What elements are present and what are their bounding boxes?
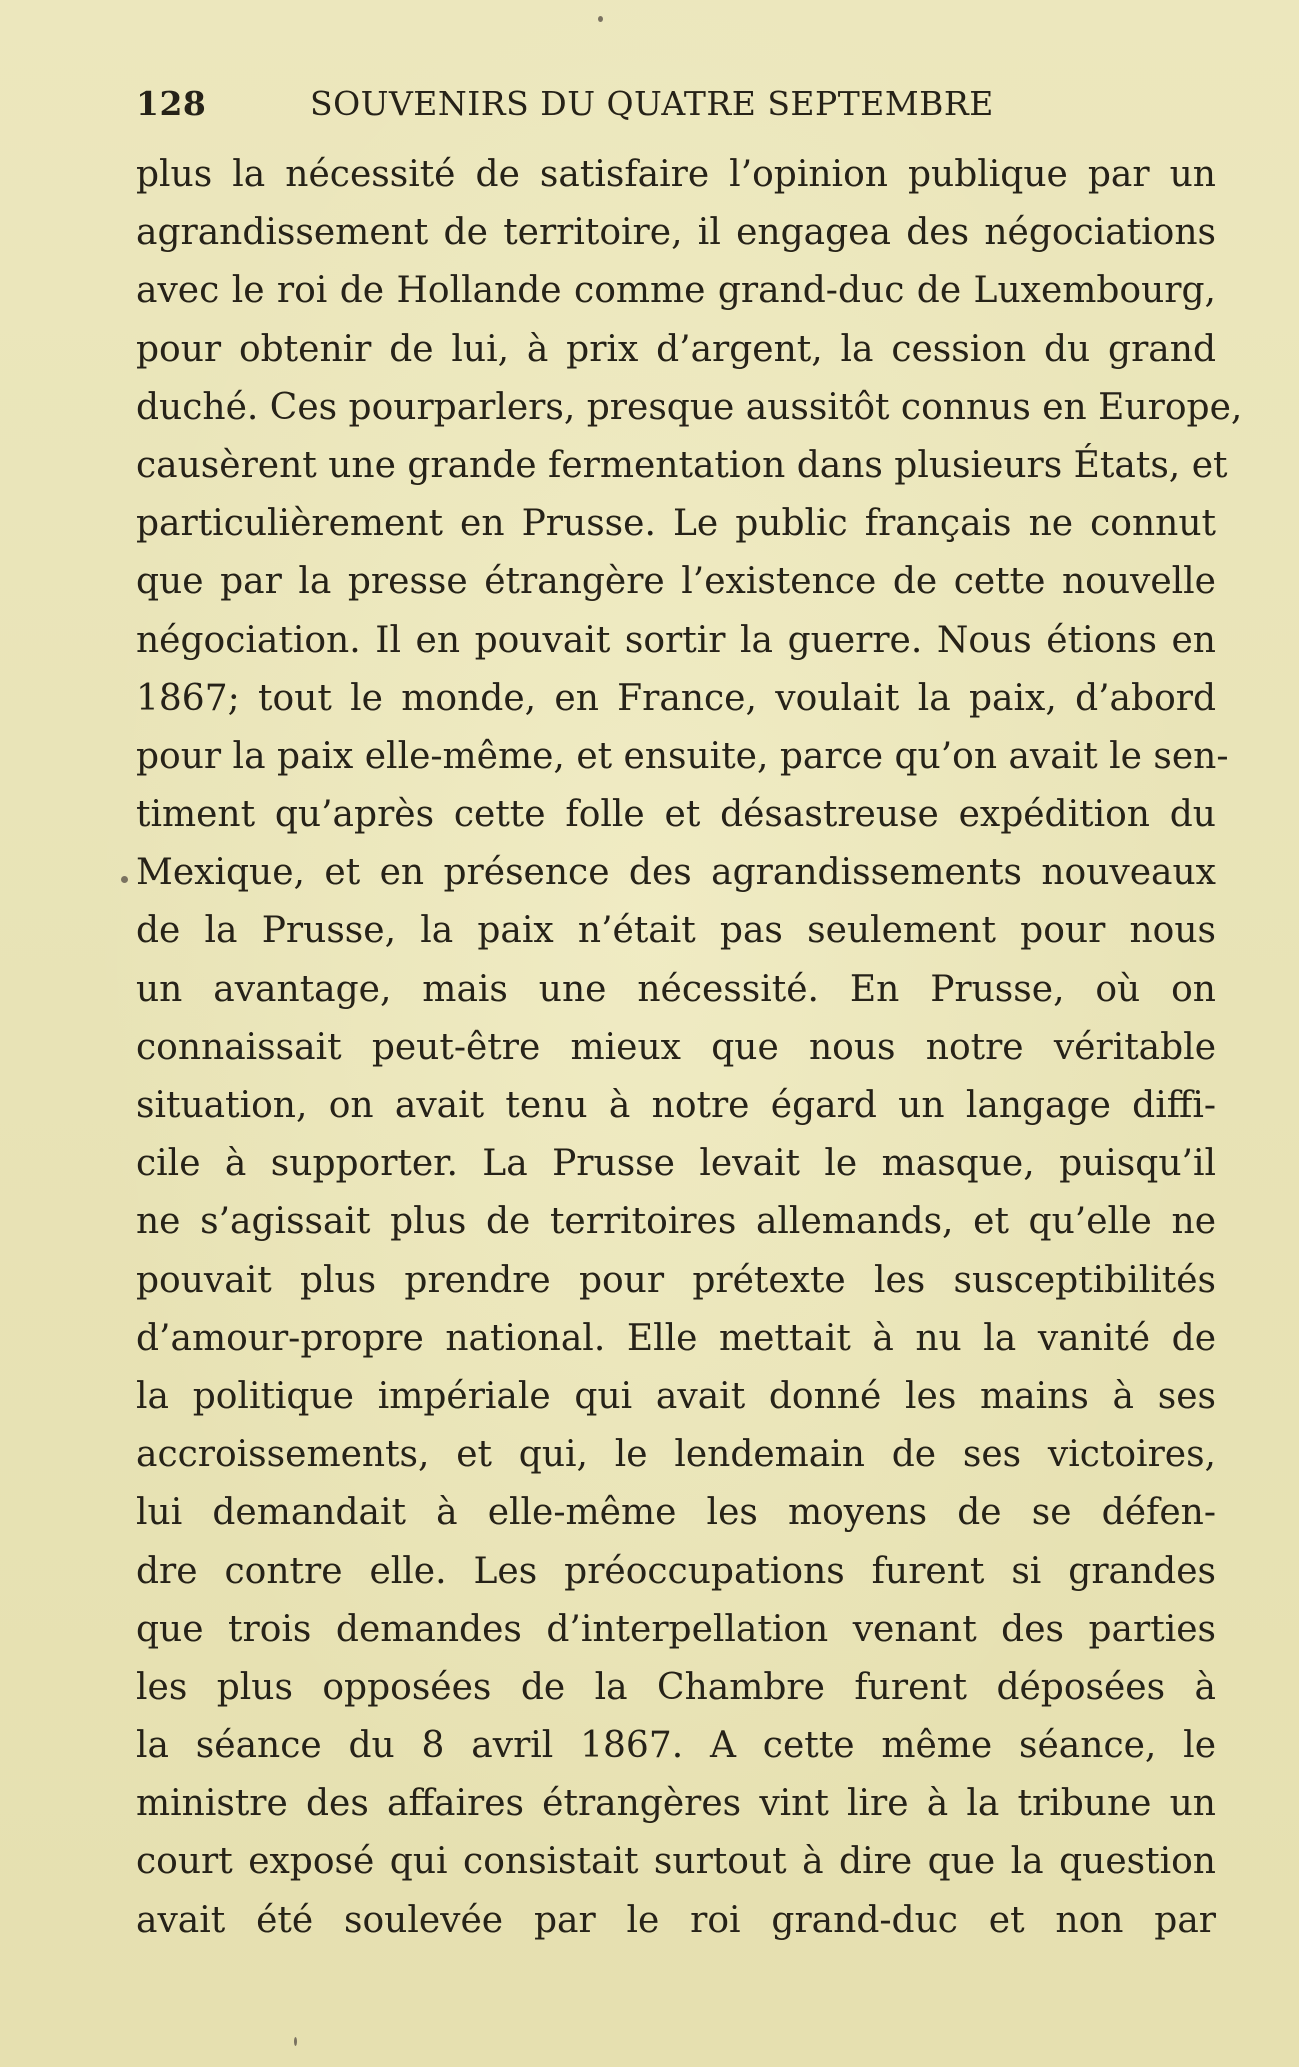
text-line: pouvait plus prendre pour prétexte les susceptibilités [136,1259,1216,1301]
text-line: la séance du 8 avril 1867. A cette même séance, le [136,1725,1216,1767]
paper-speck [121,876,128,883]
page-header [136,84,1036,128]
text-line: d’amour-propre national. Elle mettait à nu la vanité de [136,1317,1216,1359]
text-line: de la Prusse, la paix n’était pas seulement pour nous [136,910,1216,952]
text-line: situation, on avait tenu à notre égard un langage diffi- [136,1085,1216,1126]
text-line: la politique impériale qui avait donné les mains à ses [136,1375,1216,1417]
text-line: court exposé qui consistait surtout à dire que la question [136,1841,1216,1883]
paper-speck [598,16,603,22]
paper-speck [294,2037,297,2046]
text-line: cile à supporter. La Prusse levait le masque, puisqu’il [136,1143,1216,1185]
text-line: timent qu’après cette folle et désastreuse expédition du [136,794,1216,836]
text-line: ministre des affaires étrangères vint lire à la tribune un [136,1783,1216,1825]
text-line: que trois demandes d’interpellation venant des parties [136,1608,1216,1650]
running-title: SOUVENIRS DU QUATRE SEPTEMBRE [310,84,994,123]
text-line: Mexique, et en présence des agrandissements nouveaux [136,852,1216,894]
text-line: un avantage, mais une nécessité. En Prusse, où on [136,968,1216,1010]
text-line: négociation. Il en pouvait sortir la guerre. Nous étions en [136,619,1216,661]
text-line: ne s’agissait plus de territoires allemands, et qu’elle ne [136,1201,1216,1243]
text-line: 1867; tout le monde, en France, voulait la paix, d’abord [136,677,1216,719]
text-line: pour la paix elle-même, et ensuite, parce qu’on avait le sen- [136,735,1229,777]
text-line: les plus opposées de la Chambre furent déposées à [136,1666,1216,1708]
text-line: que par la presse étrangère l’existence de cette nouvelle [136,561,1216,603]
text-line: causèrent une grande fermentation dans plusieurs États, et [136,444,1228,486]
text-line: agrandissement de territoire, il engagea des négociations [136,212,1216,254]
text-line: plus la nécessité de satisfaire l’opinion publique par un [136,154,1216,195]
text-line: pour obtenir de lui, à prix d’argent, la cession du grand [136,328,1216,370]
text-line: accroissements, et qui, le lendemain de ses victoires, [136,1434,1216,1476]
text-line: avait été soulevée par le roi grand-duc et non par [136,1899,1216,1941]
text-line: avec le roi de Hollande comme grand-duc de Luxembourg, [136,270,1216,312]
text-line: duché. Ces pourparlers, presque aussitôt connus en Europe, [136,386,1243,428]
text-line: dre contre elle. Les préoccupations furent si grandes [136,1550,1216,1592]
page-number: 128 [136,84,207,123]
text-line: particulièrement en Prusse. Le public français ne connut [136,503,1216,545]
text-line: connaissait peut-être mieux que nous notre véritable [136,1026,1216,1068]
text-line: lui demandait à elle-même les moyens de se défen- [136,1492,1216,1534]
body-text [136,146,1243,1950]
